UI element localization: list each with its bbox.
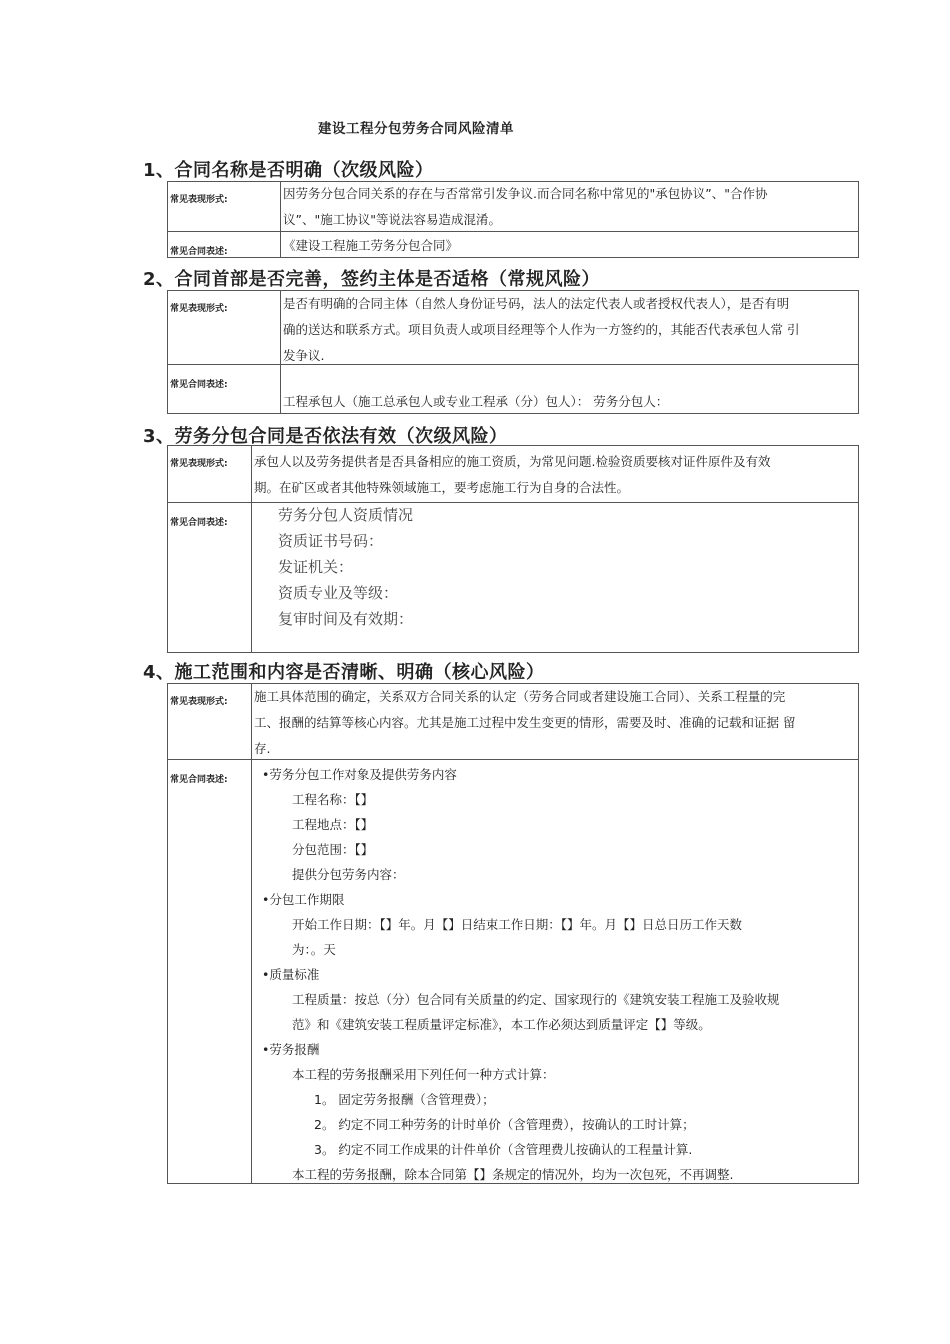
text-line: 范》和《建筑安装工程质量评定标准》，本工作必须达到质量评定【】等级。 xyxy=(292,1017,711,1032)
form-label: 常见表现形式: xyxy=(168,684,252,759)
bullet-heading: •劳务报酬 xyxy=(262,1042,320,1057)
list-item: 3。 约定不同工作成果的计件单价（含管理费儿按确认的工程量计算. xyxy=(314,1142,693,1157)
text-line: 本工程的劳务报酬采用下列任何一种方式计算： xyxy=(292,1067,555,1082)
expr-content xyxy=(281,389,858,415)
expr-label: 常见合同表述: xyxy=(168,365,281,413)
text-line: 开始工作日期：【】年。月【】日结束工作日期：【】年。月【】日总日历工作天数 xyxy=(292,917,743,932)
form-content xyxy=(281,181,858,231)
form-content xyxy=(281,291,858,364)
expr-label: 常见合同表述: xyxy=(168,503,252,652)
expr-label: 常见合同表述: xyxy=(168,232,281,257)
text-line: 资质专业及等级： xyxy=(278,584,399,602)
text-line: 因劳务分包合同关系的存在与否常常引发争议.而合同名称中常见的"承包协议”、"合作协 xyxy=(283,186,768,201)
form-row xyxy=(168,446,858,502)
text-line: 提供分包劳务内容： xyxy=(292,867,405,882)
expr-row xyxy=(168,231,858,257)
text-line: 确的送达和联系方式。项目负责人或项目经理等个人作为一方签约的，其能否代表承包人常 引 xyxy=(283,322,800,337)
section-1-table xyxy=(167,181,859,258)
text-line: 本工程的劳务报酬，除本合同第【】条规定的情况外，均为一次包死，不再调整. xyxy=(292,1167,734,1182)
section-4-heading: 4、施工范围和内容是否清晰、明确（核心风险） xyxy=(143,662,545,683)
bullet-heading: •质量标准 xyxy=(262,967,320,982)
list-item: 2。 约定不同工种劳务的计时单价（含管理费），按确认的工时计算； xyxy=(314,1117,695,1132)
text-line: 劳务分包人资质情况 xyxy=(278,506,414,524)
text-line: 施工具体范围的确定，关系双方合同关系的认定（劳务合同或者建设施工合同）、关系工程量的完 xyxy=(254,689,786,704)
form-row xyxy=(168,291,858,364)
form-label: 常见表现形式: xyxy=(168,182,281,231)
bullet-heading: •劳务分包工作对象及提供劳务内容 xyxy=(262,767,457,782)
text-line: 资质证书号码： xyxy=(278,532,384,550)
document-title: 建设工程分包劳务合同风险清单 xyxy=(318,121,514,137)
expr-row xyxy=(168,502,858,652)
bullet-heading: •分包工作期限 xyxy=(262,892,345,907)
text-line: 承包人以及劳务提供者是否具备相应的施工资质，为常见问题.检验资质要核对证件原件及有效 xyxy=(254,454,771,469)
text-line: 工程名称：【】 xyxy=(292,792,374,807)
text-line: 复审时间及有效期： xyxy=(278,610,414,628)
text-line: 议”、"施工协议"等说法容易造成混淆。 xyxy=(283,212,501,227)
expr-content xyxy=(252,502,858,652)
text-line: 期。在矿区或者其他特殊领域施工，要考虑施工行为自身的合法性。 xyxy=(254,480,630,495)
text-line: 工程地点：【】 xyxy=(292,817,374,832)
form-label: 常见表现形式: xyxy=(168,291,281,364)
text-line: 是否有明确的合同主体（自然人身份证号码，法人的法定代表人或者授权代表人），是否有明 xyxy=(283,296,790,311)
form-content xyxy=(252,684,858,759)
text-line: 《建设工程施工劳务分包合同》 xyxy=(283,238,459,253)
text-line: 为：。天 xyxy=(292,942,336,957)
expr-content xyxy=(281,233,858,257)
text-line: 工程质量：按总（分）包合同有关质量的约定、国家现行的《建筑安装工程施工及验收规 xyxy=(292,992,780,1007)
form-label: 常见表现形式: xyxy=(168,446,252,502)
text-line: 发争议. xyxy=(283,348,325,363)
form-row xyxy=(168,684,858,759)
expr-content xyxy=(252,760,858,1183)
text-line: 分包范围：【】 xyxy=(292,842,374,857)
text-line: 发证机关： xyxy=(278,558,354,576)
section-4-table xyxy=(167,683,859,1184)
section-3-heading: 3、劳务分包合同是否依法有效（次级风险） xyxy=(143,426,508,447)
list-item: 1。 固定劳务报酬（含管理费）； xyxy=(314,1092,495,1107)
form-content xyxy=(252,446,858,502)
text-line: 工程承包人（施工总承包人或专业工程承（分）包人）： 劳务分包人： xyxy=(283,394,669,409)
section-2-heading: 2、合同首部是否完善，签约主体是否适格（常规风险） xyxy=(143,269,601,290)
section-1-heading: 1、合同名称是否明确（次级风险） xyxy=(143,160,434,181)
section-2-table xyxy=(167,290,859,414)
text-line: 工、报酬的结算等核心内容。尤其是施工过程中发生变更的情形，需要及时、准确的记载和证据 留 xyxy=(254,715,796,730)
expr-row xyxy=(168,759,858,1183)
text-line: 存. xyxy=(254,741,271,756)
form-row xyxy=(168,182,858,231)
section-3-table xyxy=(167,445,859,653)
expr-label: 常见合同表述: xyxy=(168,760,252,1183)
expr-row xyxy=(168,364,858,413)
